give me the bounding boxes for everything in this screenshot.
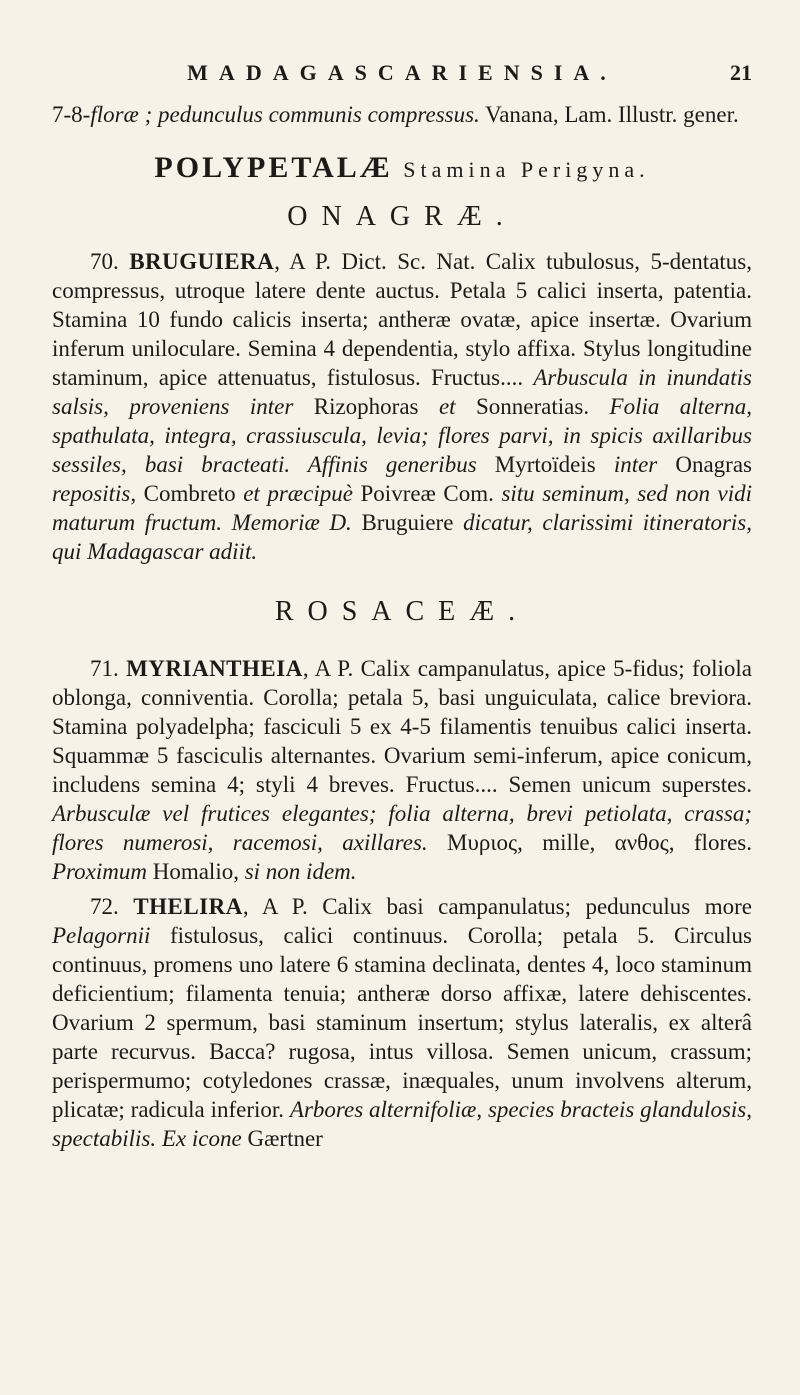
intro-text: Vanana, Lam. Illustr. gener. [479, 102, 739, 127]
entry-text: , A P. Calix campanulatus, apice 5-fidus; foliola oblonga, conniventia. Corolla; petala 5, basi unguiculata, calice breviora. Stamina polyadelpha; fasciculi 5 ex 4-5 filamentis tenuibus calici inserta. Squammæ 5 fasciculis alternantes. Ovarium semi-inferum, apice conicum, includens semina 4; styli 4 breves. Fructus.... Semen unicum superstes. [52, 656, 753, 797]
entry-text: Homalio, [146, 859, 245, 884]
entry-italic: et [438, 394, 456, 419]
running-head: MADAGASCARIENSIA. [187, 60, 617, 85]
entry-text: Μυριος, mille, ανθος, flores. [427, 830, 753, 855]
entry-italic: dicatur, clarissimi itineratoris, qui Madagascar adiit. [52, 510, 752, 564]
entry-text: Sonneratias. [455, 394, 610, 419]
entry-text: Gærtner [241, 1126, 323, 1151]
genus-name: THELIRA [133, 894, 243, 919]
entry-italic: Arbores alternifoliæ, species bracteis glandulosis, spectabilis. Ex icone [52, 1097, 752, 1151]
entry-italic: si non idem. [244, 859, 357, 884]
entry-number: 72. [90, 894, 134, 919]
entry-bruguiera [52, 247, 752, 566]
section-subtitle: Stamina Perigyna. [403, 157, 650, 182]
continued-paragraph [52, 100, 752, 129]
entry-text: Rizophoras [293, 394, 439, 419]
entry-text: Bruguiere [351, 510, 464, 535]
entry-text: Poivreæ Com. [352, 481, 502, 506]
entry-text: , A P. Dict. Sc. Nat. Calix tubulosus, 5-dentatus, compressus, utroque latere dente auctus. Petala 5 calici inserta, patentia. Stamina 10 fundo calicis inserta; antheræ ovatæ, apice insertæ. Ovarium inferum uniloculare. Semina 4 dependentia, stylo affixa. Stylus longitudine staminum, apice attenuatus, fistulosus. Fructus.... [52, 249, 752, 390]
entry-italic: et præcipuè [243, 481, 353, 506]
entry-italic: Arbusculæ vel frutices elegantes; folia alterna, brevi petiolata, crassa; flores numerosi, racemosi, axillares. [52, 801, 752, 855]
entry-text: Combreto [136, 481, 244, 506]
family-heading-onagrae: ONAGRÆ. [287, 201, 517, 232]
section-title: POLYPETALÆ [154, 151, 393, 184]
page-number: 21 [730, 60, 752, 85]
entry-italic: inter [613, 452, 658, 477]
entry-italic: Proximum [52, 859, 147, 884]
intro-italic: floræ ; pedunculus communis compressus. [90, 102, 480, 127]
genus-name: MYRIANTHEIA [126, 656, 303, 681]
family-heading-rosaceae: ROSACEÆ. [274, 596, 530, 627]
section-heading [52, 151, 752, 185]
entry-text: fistulosus, calici continuus. Corolla; petala 5. Circulus continuus, promens uno latere 6 stamina declinata, dentes 4, loco staminum deficientium; filamenta tenuia; antheræ dorso affixæ, latere dehiscentes. Ovarium 2 spermum, basi staminum insertum; stylus lateralis, ex alterâ parte recurvus. Bacca? rugosa, intus villosa. Semen unicum, crassum; perispermumo; cotyledones crassæ, inæquales, unum involvens alterum, plicatæ; radicula inferior. [52, 923, 752, 1122]
entry-italic: repositis, [52, 481, 137, 506]
entry-number: 70. [90, 249, 130, 274]
page-header [52, 58, 752, 98]
entry-text: Myrtoïdeis [476, 452, 614, 477]
entry-italic: Pelagornii [52, 923, 151, 948]
entry-thelira [52, 892, 752, 1153]
entry-text: Onagras [657, 452, 753, 477]
entry-myriantheia [52, 654, 752, 886]
entry-italic: Arbuscula in inundatis salsis, proveniens inter [52, 365, 752, 419]
genus-name: BRUGUIERA [129, 249, 275, 274]
entry-text: , A P. Calix basi campanulatus; pedunculus more [242, 894, 752, 919]
intro-text: 7-8- [52, 102, 91, 127]
entry-number: 71. [90, 656, 127, 681]
entry-italic: situ seminum, sed non vidi maturum fructum. Memoriæ D. [52, 481, 753, 535]
entry-italic: Folia alterna, spathulata, integra, crassiuscula, levia; flores parvi, in spicis axillaribus sessiles, basi bracteati. Affinis generibus [52, 394, 752, 477]
